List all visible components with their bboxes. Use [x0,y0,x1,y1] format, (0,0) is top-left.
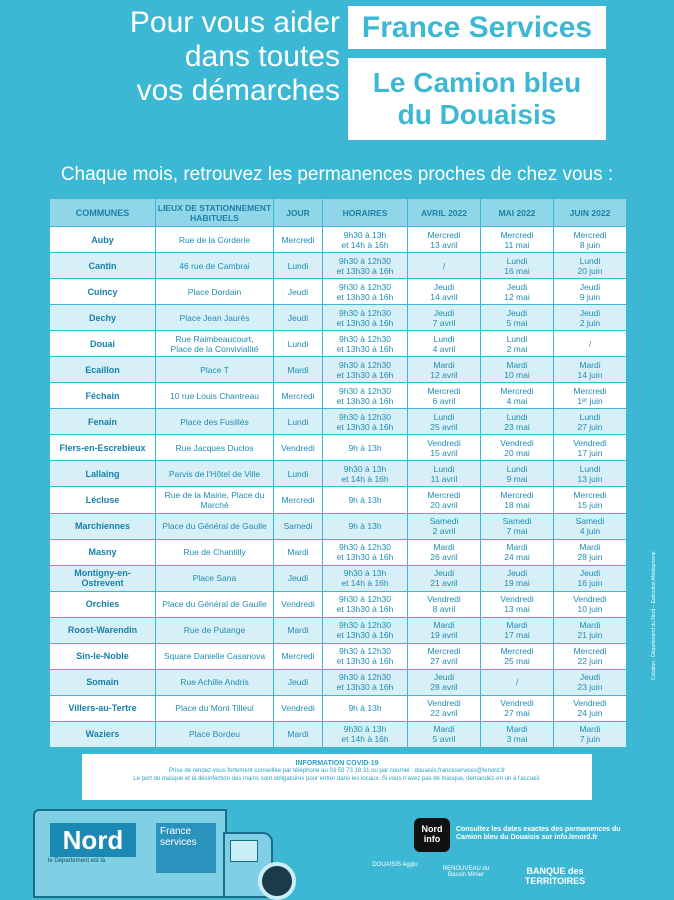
table-row [50,331,626,356]
cell-col-communes: Cantin [50,253,155,278]
cell-col-mai: Vendredi 27 mai [481,696,553,721]
cell-col-horaires: 9h à 13h [323,696,407,721]
nord-tagline: le Département est là [48,858,106,864]
cell-col-jour: Mardi [274,618,322,643]
cell-col-mai: Jeudi 5 mai [481,305,553,330]
table-row [50,461,626,486]
cell-col-communes: Flers-en-Escrebieux [50,435,155,460]
cell-col-mai: Lundi 16 mai [481,253,553,278]
cell-col-communes: Douai [50,331,155,356]
cell-col-horaires: 9h30 à 12h30 et 13h30 à 16h [323,331,407,356]
table-row [50,696,626,721]
partner-banque-des-territoires: BANQUE des TERRITOIRES [524,866,586,886]
cell-col-horaires: 9h30 à 12h30 et 13h30 à 16h [323,383,407,408]
cell-col-juin: Mardi 14 juin [554,357,626,382]
cell-col-jour: Samedi [274,514,322,539]
cell-col-lieux: 10 rue Louis Chantreau [156,383,273,408]
cell-col-communes: Marchiennes [50,514,155,539]
cell-col-lieux: Place du Mont Tilleul [156,696,273,721]
cell-col-avril: Lundi 4 avril [408,331,480,356]
cell-col-avril: Jeudi 7 avril [408,305,480,330]
covid-title: INFORMATION COVID-19 [295,760,379,767]
cell-col-communes: Cuincy [50,279,155,304]
cell-col-lieux: Place Jean Jaurès [156,305,273,330]
cell-col-mai: / [481,670,553,695]
cell-col-juin: Vendredi 10 juin [554,592,626,617]
cell-col-horaires: 9h30 à 13h et 14h à 16h [323,227,407,252]
cell-col-communes: Waziers [50,722,155,747]
cell-col-jour: Mardi [274,357,322,382]
cell-col-mai: Mercredi 11 mai [481,227,553,252]
cell-col-horaires: 9h30 à 12h30 et 13h30 à 16h [323,409,407,434]
header-col-lieux: LIEUX DE STATIONNEMENT HABITUELS [156,199,273,226]
table-row [50,644,626,669]
cell-col-juin: Lundi 13 juin [554,461,626,486]
cell-col-horaires: 9h30 à 12h30 et 13h30 à 16h [323,644,407,669]
covid-line-1: Prise de rendez-vous fortement conseillée par téléphone au 03 59 73 18 31 ou par courriel : douaisis.franceservices@lenord.fr [169,768,505,774]
table-row [50,618,626,643]
cell-col-avril: Vendredi 15 avril [408,435,480,460]
cell-col-communes: Masny [50,540,155,565]
cell-col-avril: / [408,253,480,278]
cell-col-juin: Mercredi 22 juin [554,644,626,669]
cell-col-juin: Vendredi 24 juin [554,696,626,721]
cell-col-jour: Jeudi [274,566,322,591]
table-row [50,540,626,565]
cell-col-horaires: 9h30 à 13h et 14h à 16h [323,566,407,591]
cell-col-horaires: 9h à 13h [323,435,407,460]
cell-col-avril: Mardi 12 avril [408,357,480,382]
cell-col-horaires: 9h30 à 12h30 et 13h30 à 16h [323,305,407,330]
cell-col-avril: Vendredi 8 avril [408,592,480,617]
cell-col-juin: Jeudi 9 juin [554,279,626,304]
header-col-avril: AVRIL 2022 [408,199,480,226]
cell-col-lieux: Rue Jacques Duclos [156,435,273,460]
cell-col-avril: Lundi 25 avril [408,409,480,434]
truck-window [230,840,258,862]
cell-col-jour: Mercredi [274,644,322,669]
cell-col-mai: Jeudi 19 mai [481,566,553,591]
table-row [50,305,626,330]
cell-col-jour: Mardi [274,540,322,565]
cell-col-juin: Lundi 20 juin [554,253,626,278]
cell-col-lieux: Rue de la Corderie [156,227,273,252]
cell-col-juin: Samedi 4 juin [554,514,626,539]
table-row [50,670,626,695]
cell-col-horaires: 9h30 à 12h30 et 13h30 à 16h [323,279,407,304]
cell-col-lieux: Rue de Putange [156,618,273,643]
cell-col-lieux: Parvis de l'Hôtel de Ville [156,461,273,486]
cell-col-avril: Mercredi 13 avril [408,227,480,252]
cell-col-mai: Lundi 9 mai [481,461,553,486]
cell-col-avril: Jeudi 21 avril [408,566,480,591]
cell-col-communes: Somain [50,670,155,695]
cell-col-communes: Roost-Warendin [50,618,155,643]
cell-col-communes: Orchies [50,592,155,617]
table-row [50,357,626,382]
tagline-line-2: dans toutes [184,40,340,73]
cell-col-juin: Mardi 21 juin [554,618,626,643]
cell-col-mai: Mardi 10 mai [481,357,553,382]
header-col-jour: JOUR [274,199,322,226]
camion-bleu-title [348,58,606,140]
france-services-title: France Services [348,6,606,49]
cell-col-mai: Samedi 7 mai [481,514,553,539]
cell-col-horaires: 9h30 à 13h et 14h à 16h [323,461,407,486]
cell-col-mai: Vendredi 20 mai [481,435,553,460]
cell-col-lieux: Square Danielle Casanova [156,644,273,669]
tagline-line-3: vos démarches [136,74,340,107]
table-row [50,227,626,252]
tagline [100,6,340,108]
cell-col-mai: Mercredi 25 mai [481,644,553,669]
tagline-line-1: Pour vous aider [129,6,340,39]
table-row [50,383,626,408]
cell-col-jour: Jeudi [274,279,322,304]
cell-col-juin: / [554,331,626,356]
cell-col-horaires: 9h30 à 12h30 et 13h30 à 16h [323,540,407,565]
cell-col-jour: Mercredi [274,487,322,512]
truck-wheel [258,862,296,900]
cell-col-communes: Lécluse [50,487,155,512]
cell-col-mai: Mercredi 4 mai [481,383,553,408]
cell-col-mai: Vendredi 13 mai [481,592,553,617]
cell-col-avril: Samedi 2 avril [408,514,480,539]
camion-title-line-1: Le Camion bleu [372,67,582,98]
header-col-mai: MAI 2022 [481,199,553,226]
cell-col-mai: Lundi 2 mai [481,331,553,356]
partner-douaisis-agglo: DOUAISIS Agglo [372,862,418,868]
cell-col-juin: Lundi 27 juin [554,409,626,434]
cell-col-lieux: Rue Raimbeaucourt, Place de la Convivialité [156,331,273,356]
cell-col-avril: Jeudi 14 avril [408,279,480,304]
subtitle: Chaque mois, retrouvez les permanences proches de chez vous : [60,164,614,185]
cell-col-communes: Sin-le-Noble [50,644,155,669]
table-row [50,514,626,539]
cell-col-jour: Vendredi [274,435,322,460]
cell-col-avril: Vendredi 22 avril [408,696,480,721]
cell-col-communes: Ecaillon [50,357,155,382]
cell-col-jour: Lundi [274,331,322,356]
app-icon-line-2: info [423,834,441,844]
partner-renouveau: RENOUVEAU du Bassin Minier [442,866,490,878]
covid-info [82,754,592,800]
app-icon-line-1: Nord [421,824,443,834]
covid-line-2: Le port du masque et la désinfection des mains sont obligatoires pour entrer dans les locaux. Si vous n'avez pas de masque, demandez-en un à l'accueil. [133,776,541,782]
cell-col-horaires: 9h à 13h [323,487,407,512]
cell-col-lieux: Place Bordeu [156,722,273,747]
cell-col-jour: Vendredi [274,696,322,721]
table-row [50,279,626,304]
cell-col-avril: Lundi 11 avril [408,461,480,486]
cell-col-horaires: 9h30 à 12h30 et 13h30 à 16h [323,357,407,382]
cell-col-lieux: Place du Général de Gaulle [156,514,273,539]
camion-title-line-2: du Douaisis [397,99,557,130]
cell-col-lieux: Place Dordain [156,279,273,304]
cell-col-jour: Jeudi [274,305,322,330]
table-row [50,722,626,747]
table-row [50,253,626,278]
app-info-text: Consultez les dates exactes des permanences du Camion bleu du Douaisis sur info.lenord.fr [456,826,621,841]
table-row [50,566,626,591]
header-col-horaires: HORAIRES [323,199,407,226]
cell-col-communes: Fenain [50,409,155,434]
cell-col-avril: Jeudi 28 avril [408,670,480,695]
cell-col-jour: Mardi [274,722,322,747]
cell-col-mai: Jeudi 12 mai [481,279,553,304]
cell-col-communes: Dechy [50,305,155,330]
cell-col-lieux: Rue de la Mairie, Place du Marché [156,487,273,512]
table-row [50,487,626,512]
cell-col-horaires: 9h30 à 13h et 14h à 16h [323,722,407,747]
cell-col-juin: Jeudi 23 juin [554,670,626,695]
credit-line: Création : Département du Nord – Exécution Médiaprisme [651,551,657,680]
cell-col-juin: Vendredi 17 juin [554,435,626,460]
nord-logo: Nord [50,823,136,857]
cell-col-avril: Mercredi 27 avril [408,644,480,669]
cell-col-communes: Auby [50,227,155,252]
header-col-juin: JUIN 2022 [554,199,626,226]
cell-col-jour: Lundi [274,253,322,278]
cell-col-mai: Mardi 17 mai [481,618,553,643]
cell-col-mai: Mercredi 18 mai [481,487,553,512]
table-row [50,409,626,434]
cell-col-communes: Lallaing [50,461,155,486]
table-row [50,435,626,460]
table-row [50,592,626,617]
cell-col-jour: Mercredi [274,383,322,408]
cell-col-lieux: Rue de Chantilly [156,540,273,565]
cell-col-avril: Mardi 19 avril [408,618,480,643]
cell-col-mai: Lundi 23 mai [481,409,553,434]
cell-col-lieux: Place du Général de Gaulle [156,592,273,617]
cell-col-juin: Jeudi 2 juin [554,305,626,330]
cell-col-lieux: Place Sana [156,566,273,591]
cell-col-horaires: 9h30 à 12h30 et 13h30 à 16h [323,670,407,695]
cell-col-lieux: Rue Achille Andris [156,670,273,695]
cell-col-avril: Mardi 26 avril [408,540,480,565]
cell-col-mai: Mardi 24 mai [481,540,553,565]
cell-col-mai: Mardi 3 mai [481,722,553,747]
fs-logo-line-2: services [160,837,197,848]
cell-col-horaires: 9h à 13h [323,514,407,539]
cell-col-juin: Mercredi 8 juin [554,227,626,252]
france-services-logo [156,823,216,873]
cell-col-juin: Mercredi 1ᵉʳ juin [554,383,626,408]
cell-col-jour: Mercredi [274,227,322,252]
cell-col-avril: Mardi 5 avril [408,722,480,747]
cell-col-avril: Mercredi 6 avril [408,383,480,408]
cell-col-communes: Féchain [50,383,155,408]
cell-col-juin: Mardi 28 juin [554,540,626,565]
cell-col-juin: Mardi 7 juin [554,722,626,747]
cell-col-jour: Vendredi [274,592,322,617]
cell-col-horaires: 9h30 à 12h30 et 13h30 à 16h [323,592,407,617]
fs-logo-line-1: France [160,826,192,837]
cell-col-lieux: Place des Fusillés [156,409,273,434]
cell-col-communes: Montigny-en- Ostrevent [50,566,155,591]
cell-col-jour: Jeudi [274,670,322,695]
cell-col-horaires: 9h30 à 12h30 et 13h30 à 16h [323,618,407,643]
cell-col-juin: Mercredi 15 juin [554,487,626,512]
header-col-communes: COMMUNES [50,199,155,226]
permanences-table [49,198,627,748]
cell-col-lieux: 46 rue de Cambrai [156,253,273,278]
cell-col-lieux: Place T [156,357,273,382]
cell-col-avril: Mercredi 20 avril [408,487,480,512]
cell-col-horaires: 9h30 à 12h30 et 13h30 à 16h [323,253,407,278]
nord-info-app-icon [414,818,450,852]
cell-col-jour: Lundi [274,409,322,434]
cell-col-juin: Jeudi 16 juin [554,566,626,591]
cell-col-jour: Lundi [274,461,322,486]
cell-col-communes: Villers-au-Tertre [50,696,155,721]
